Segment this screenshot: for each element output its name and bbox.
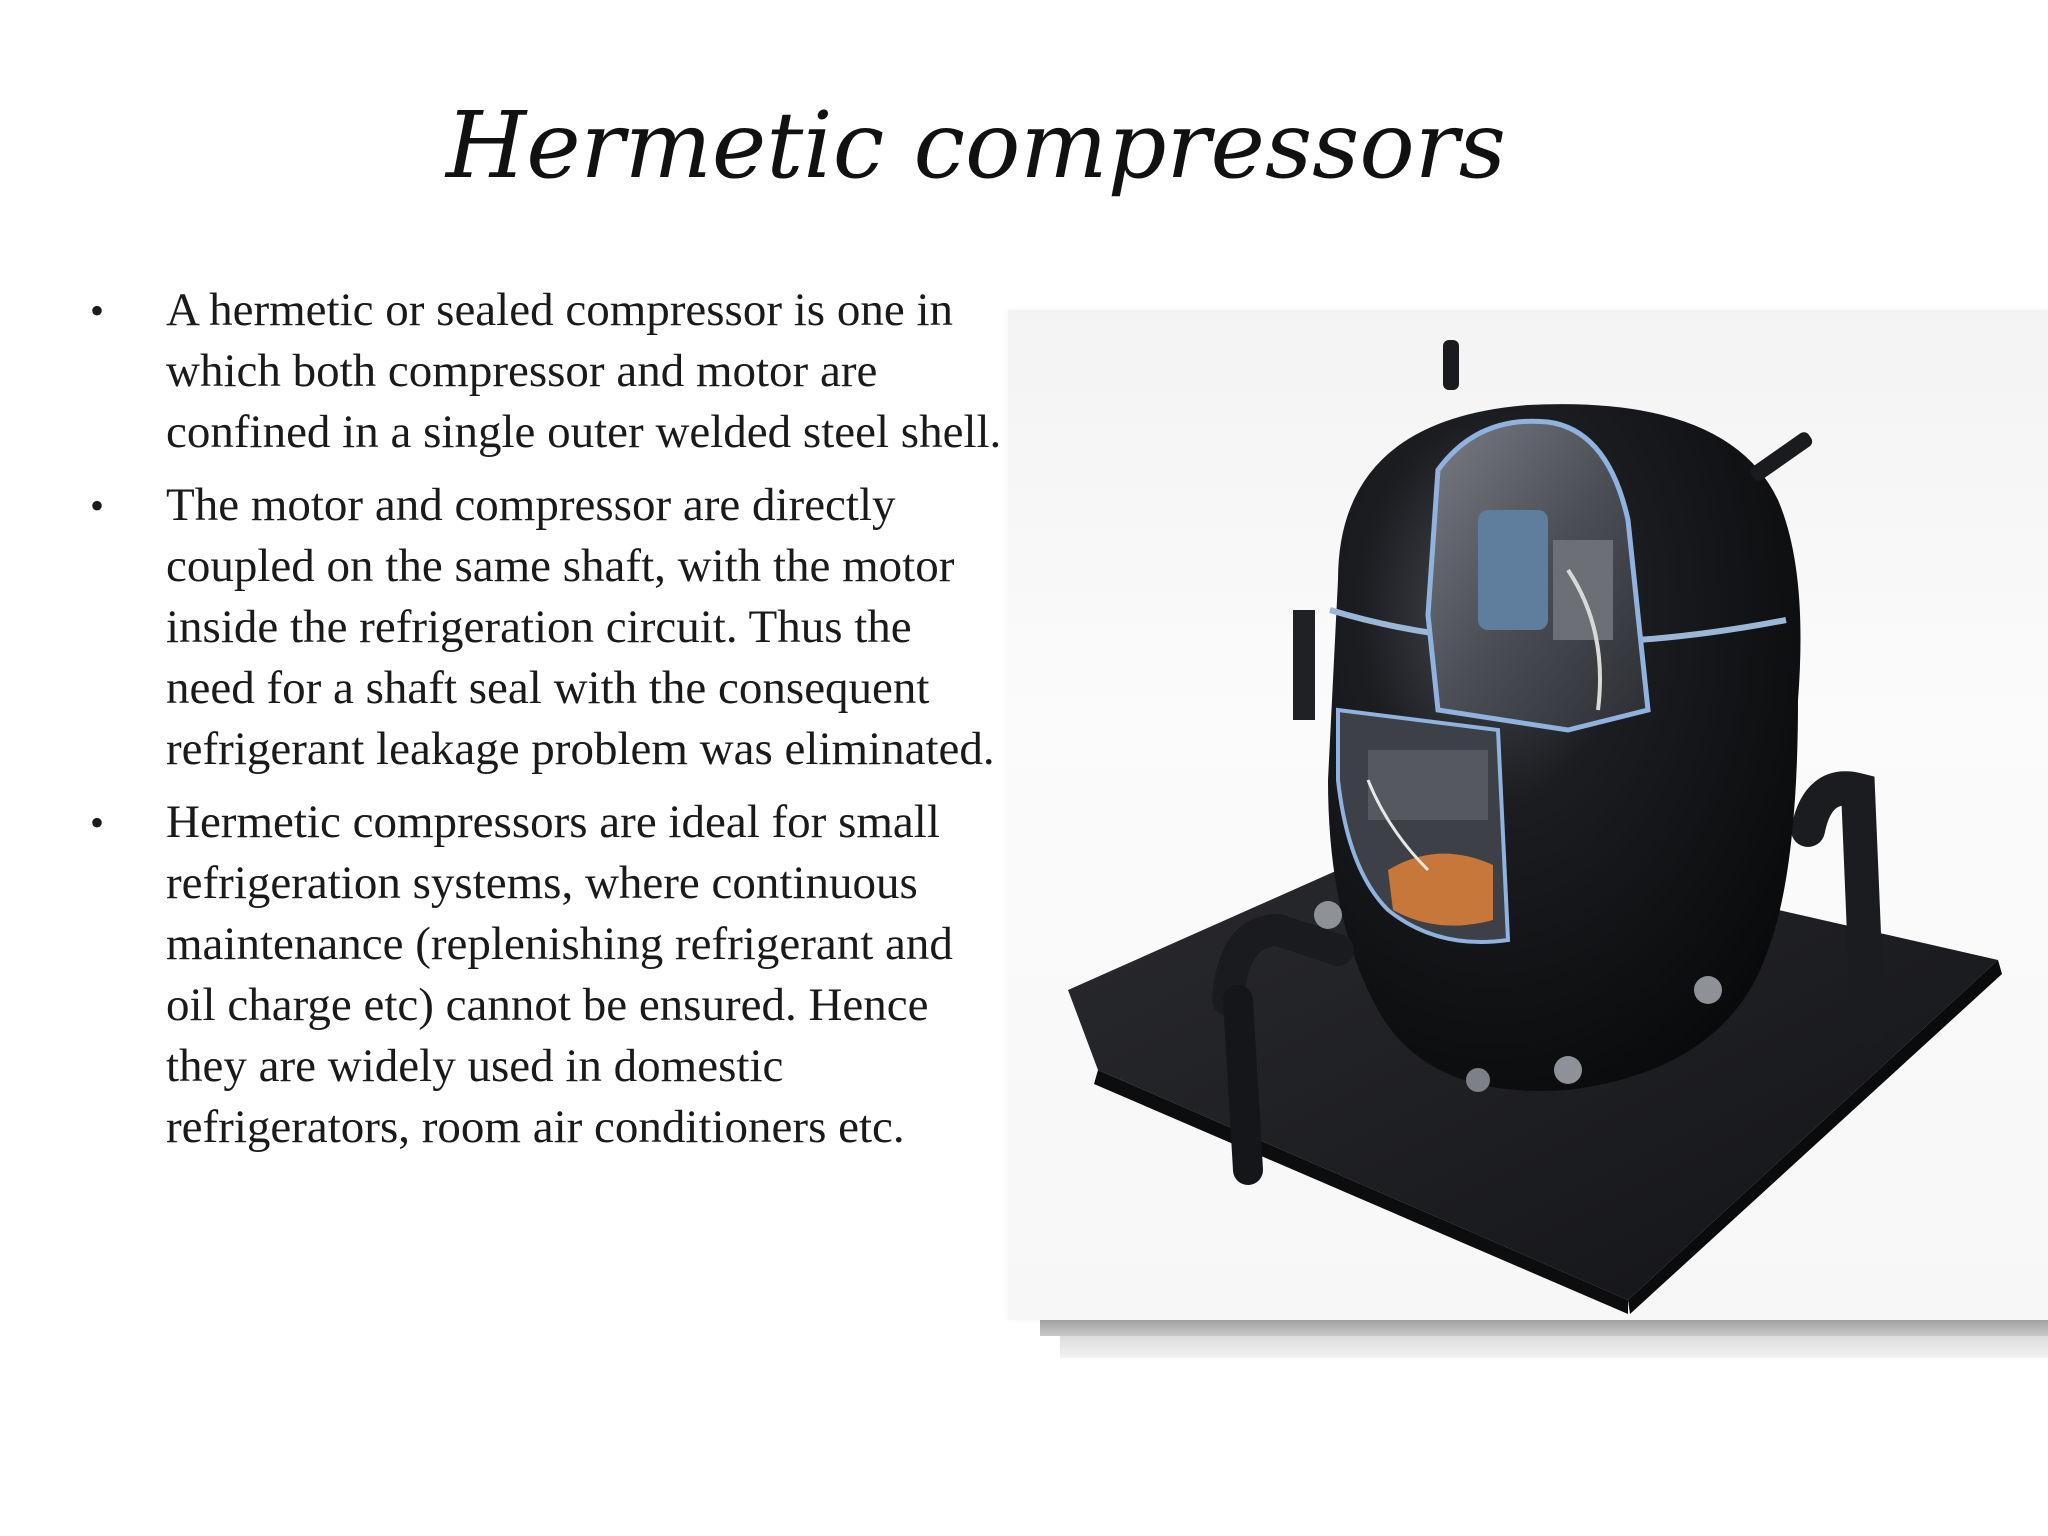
- bullet-item: [90, 792, 1010, 1158]
- slide-title: Hermetic compressors: [446, 92, 1506, 199]
- mounting-bolt: [1694, 976, 1722, 1004]
- bullet-marker: •: [90, 483, 105, 528]
- mounting-bolt: [1466, 1068, 1490, 1092]
- discharge-tube: [1748, 430, 1815, 483]
- compressor-illustration: [1008, 310, 2048, 1320]
- mounting-bolt: [1314, 901, 1342, 929]
- bullet-marker: •: [90, 800, 105, 845]
- stator: [1368, 750, 1488, 820]
- interior-part: [1553, 540, 1613, 640]
- compressor-photo: [1008, 310, 2048, 1320]
- bullet-list: [90, 280, 1010, 1170]
- front-handle-leg: [1238, 1000, 1248, 1170]
- bullet-text: Hermetic compressors are ideal for small refrigeration systems, where continuous maintenance (replenishing refrigerant and oil charge etc) cannot be ensured. Hence they are widely used in domestic refrigerators, room air conditioners etc.: [166, 796, 953, 1153]
- mounting-bolt: [1554, 1056, 1582, 1084]
- bullet-item: [90, 475, 1010, 780]
- side-bracket: [1293, 610, 1315, 720]
- bullet-text: A hermetic or sealed compressor is one in which both compressor and motor are confined in a single outer welded steel shell.: [166, 284, 1002, 458]
- bullet-item: [90, 280, 1010, 463]
- interior-part: [1478, 510, 1548, 630]
- photo-shadow-soft: [1060, 1336, 2048, 1358]
- suction-tube: [1443, 340, 1459, 390]
- motor-winding: [1388, 854, 1493, 926]
- bullet-text: The motor and compressor are directly coupled on the same shaft, with the motor inside the refrigeration circuit. Thus the need for a shaft seal with the consequent refrigerant leakage problem was eliminated.: [166, 479, 995, 775]
- bullet-marker: •: [90, 288, 105, 333]
